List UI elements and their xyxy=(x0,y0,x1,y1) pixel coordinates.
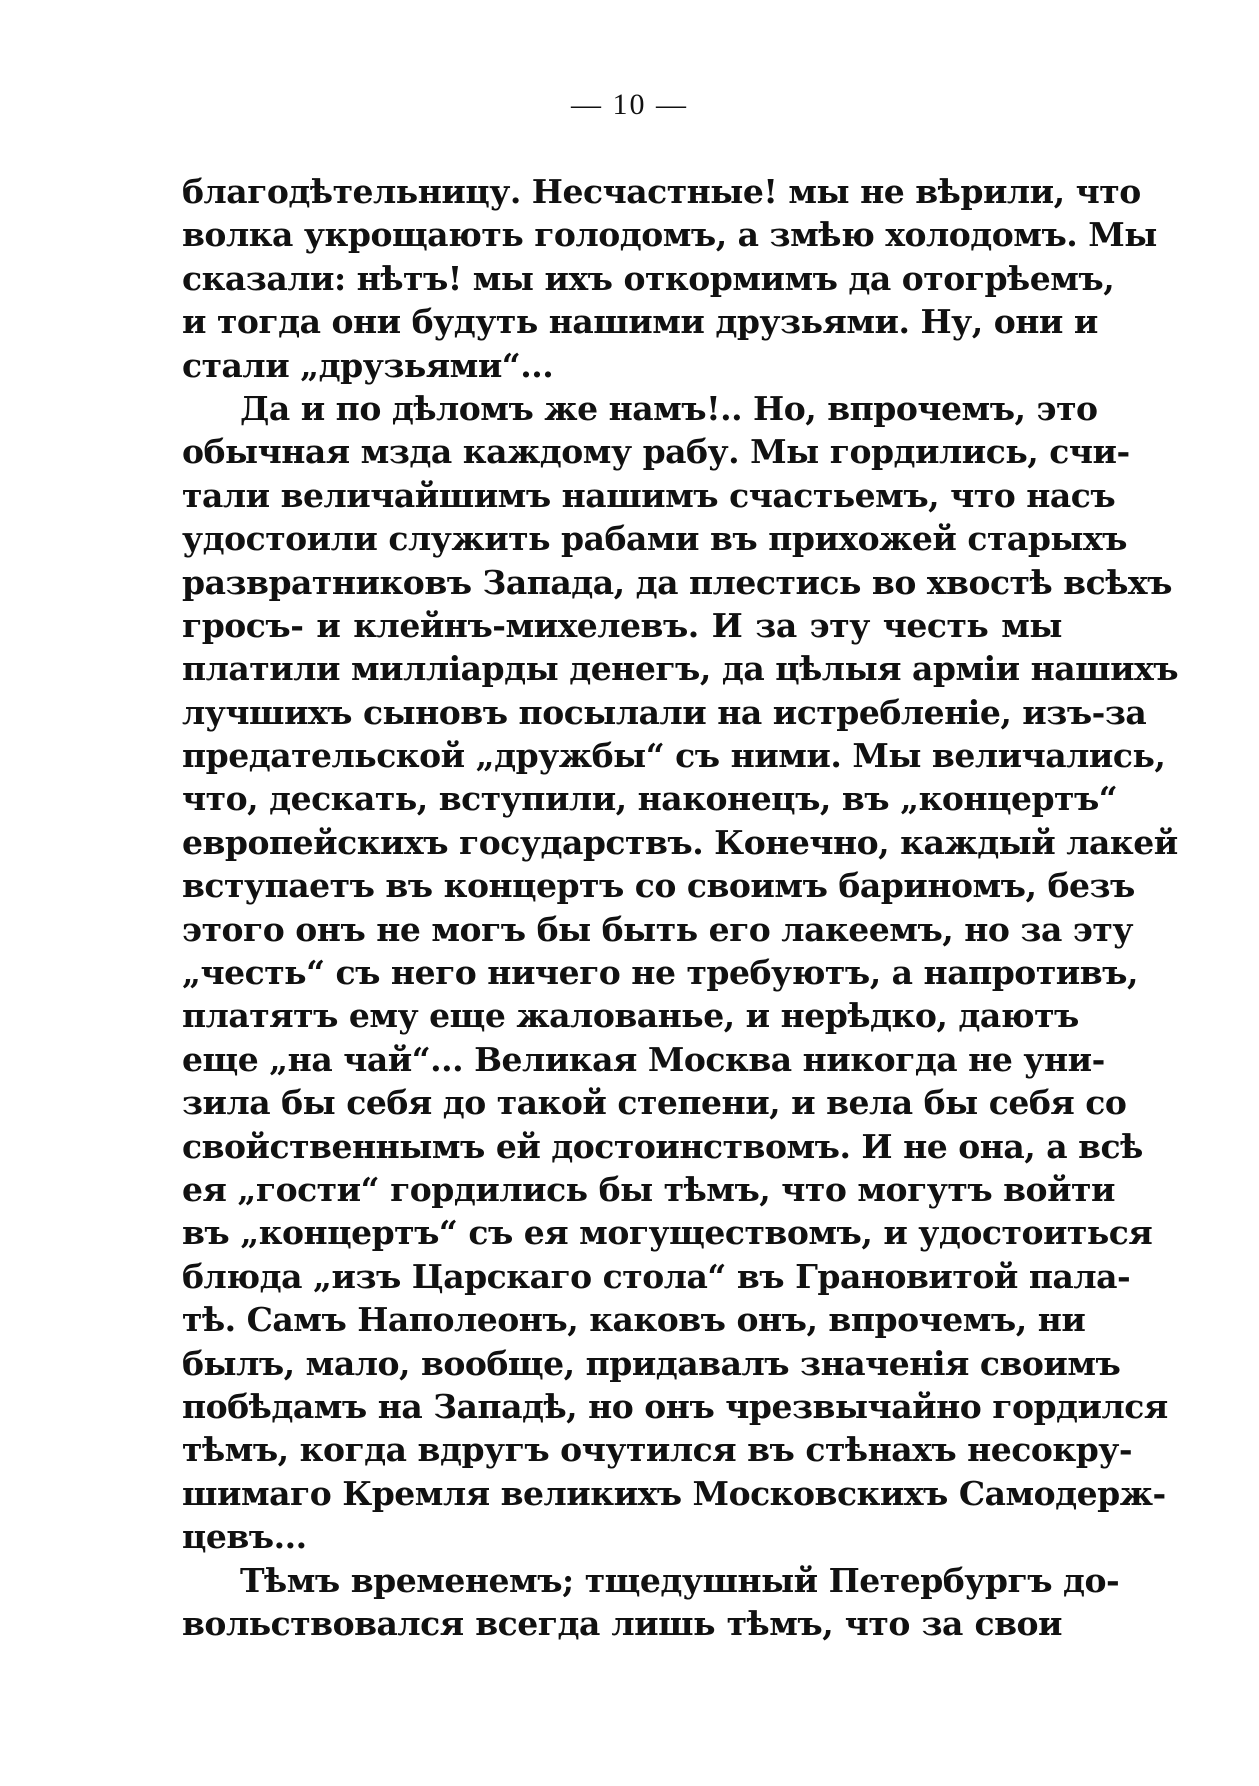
text-line: благодѣтельницу. Несчастные! мы не вѣрили, что xyxy=(182,172,1141,211)
text-line: европейскихъ государствъ. Конечно, каждый лакей xyxy=(182,822,1178,862)
text-line: и тогда они будуть нашими друзьями. Ну, они и xyxy=(182,302,1098,342)
text-line: свойственнымъ ей достоинствомъ. И не она, а всѣ xyxy=(182,1126,1143,1166)
paragraph-start-line: Да и по дѣломъ же намъ!.. Но, впрочемъ, это xyxy=(240,388,1098,428)
text-line: еще „на чай“... Великая Москва никогда не уни- xyxy=(182,1039,1105,1079)
page-number: — 10 — xyxy=(571,88,688,121)
text-line: предательской „дружбы“ съ ними. Мы величались, xyxy=(182,736,1166,776)
text-line: тѣ. Самъ Наполеонъ, каковъ онъ, впрочемъ, ни xyxy=(182,1300,1086,1340)
text-line: цевъ... xyxy=(182,1517,307,1557)
text-line: обычная мзда каждому рабу. Мы гордились, счи- xyxy=(182,432,1130,472)
text-line: тали величайшимъ нашимъ счастьемъ, что насъ xyxy=(182,475,1116,515)
text-line: блюда „изъ Царскаго стола“ въ Грановитой пала- xyxy=(182,1256,1131,1296)
text-line: шимаго Кремля великихъ Московскихъ Самодерж- xyxy=(182,1473,1166,1513)
text-line: тѣмъ, когда вдругъ очутился въ стѣнахъ несокру- xyxy=(182,1430,1133,1470)
text-line: вступаетъ въ концертъ со своимъ бариномъ, безъ xyxy=(182,866,1135,906)
text-line: „честь“ съ него ничего не требуютъ, а напротивъ, xyxy=(182,953,1138,993)
text-line: что, дескать, вступили, наконецъ, въ „концертъ“ xyxy=(182,779,1118,819)
text-line: въ „концертъ“ съ ея могуществомъ, и удостоиться xyxy=(182,1213,1153,1253)
text-line: платятъ ему еще жалованье, и нерѣдко, даютъ xyxy=(182,996,1079,1036)
text-line: ея „гости“ гордились бы тѣмъ, что могутъ войти xyxy=(182,1169,1115,1209)
text-line: былъ, мало, вообще, придавалъ значенія своимъ xyxy=(182,1343,1121,1383)
text-line: этого онъ не могъ бы быть его лакеемъ, но за эту xyxy=(182,909,1133,949)
text-line: стали „друзьями“... xyxy=(182,345,554,385)
paragraph-start-line: Тѣмъ временемъ; тщедушный Петербургъ до- xyxy=(240,1560,1120,1600)
text-line: волка укрощають голодомъ, а змѣю холодомъ. Мы xyxy=(182,215,1157,255)
text-line: сказали: нѣтъ! мы ихъ откормимъ да отогрѣемъ, xyxy=(182,258,1115,298)
text-line: платили милліарды денегъ, да цѣлыя арміи нашихъ xyxy=(182,649,1179,689)
text-line: лучшихъ сыновъ посылали на истребленіе, изъ-за xyxy=(182,692,1147,732)
text-line: зила бы себя до такой степени, и вела бы себя со xyxy=(182,1083,1127,1123)
text-line: побѣдамъ на Западѣ, но онъ чрезвычайно гордился xyxy=(182,1386,1168,1426)
text-line: развратниковъ Запада, да плестись во хвостѣ всѣхъ xyxy=(182,562,1172,602)
text-line: гросъ- и клейнъ-михелевъ. И за эту честь мы xyxy=(182,605,1062,645)
text-line: вольствовался всегда лишь тѣмъ, что за свои xyxy=(182,1603,1062,1643)
text-line: удостоили служить рабами въ прихожей старыхъ xyxy=(182,519,1127,559)
body-text xyxy=(182,170,1179,1645)
